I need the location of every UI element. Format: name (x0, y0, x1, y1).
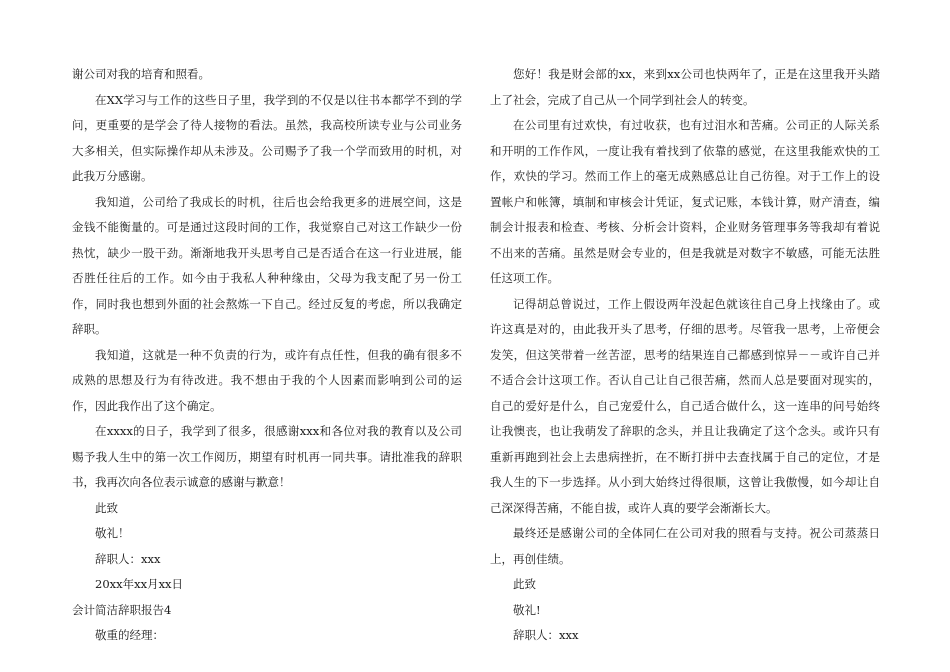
greeting: 敬重的经理： (95, 628, 164, 642)
closing-salutation: 此致 (513, 577, 536, 591)
signature-line: 辞职人：xxx (513, 628, 579, 642)
paragraph: 记得胡总曾说过，工作上假设两年没起色就该往自己身上找缘由了。或许这真是对的，由此我开头了思考，仔细的思考。尽管我一思考，上帝便会发笑，但这笑带着一丝苦涩，思考的结果连自己都感到惊异－－或许自己并不适合会计这项工作。否认自己让自己很苦痛，然而人总是要面对现实的，自己的爱好是什么，自己宠爱什么，自己适合做什么，这一连串的问号始终让我懊丧，也让我萌发了辞职的念头，并且让我确定了这个念头。或许只有重新再跑到社会上去患病挫折，在不断打拼中去查找属于自己的定位，才是我人生的下一步选择。从小到大始终过得很顺，这曾让我傲慢，如今却让自己深深得苦痛，不能自拔，或许人真的要学会渐渐长大。 (490, 296, 880, 515)
left-column (72, 62, 462, 649)
closing-salutation: 此致 (95, 500, 118, 515)
paragraph: 在XX学习与工作的这些日子里，我学到的不仅是以往书本都学不到的学问，更重要的是学会了待人接物的看法。虽然，我高校所读专业与公司业务大多相关，但实际操作却从未涉及。公司赐予了我一个学而致用的时机，对此我万分感谢。 (72, 92, 462, 183)
paragraph-continuation: 谢公司对我的培育和照看。 (72, 67, 210, 81)
paragraph: 在公司里有过欢快，有过收获，也有过泪水和苦痛。公司正的人际关系和开明的工作作风，一度让我有着找到了依靠的感觉，在这里我能欢快的工作，欢快的学习。然而工作上的毫无成熟感总让自己彷徨。对于工作上的设置帐户和帐簿，填制和审核会计凭证，复式记账，本钱计算，财产清查，编制会计报表和检查、考核、分析会计资料，企业财务管理事务等我却有着说不出来的苦痛。虽然是财会专业的，但是我就是对数字不敏感，可能无法胜任这项工作。 (490, 118, 880, 285)
closing-regards: 敬礼！ (95, 526, 130, 540)
paragraph: 您好！我是财会部的xx，来到xx公司也快两年了，正是在这里我开头踏上了社会，完成了自己从一个同学到社会人的转变。 (490, 67, 880, 107)
paragraph: 我知道，这就是一种不负责的行为，或许有点任性，但我的确有很多不成熟的思想及行为有待改进。我不想由于我的个人因素而影响到公司的运作，因此我作出了这个确定。 (72, 347, 462, 413)
signature-line: 辞职人：xxx (95, 551, 161, 566)
section-heading: 会计简洁辞职报告4 (72, 602, 172, 617)
date-line: 20xx年xx月xx日 (95, 577, 184, 591)
closing-regards: 敬礼! (513, 602, 541, 617)
right-column (490, 62, 880, 649)
paragraph: 我知道，公司给了我成长的时机，往后也会给我更多的进展空间，这是金钱不能衡量的。可是通过这段时间的工作，我觉察自己对这工作缺少一份热忱，缺少一股干劲。渐渐地我开头思考自己是否适合在这一行业进展，能否胜任往后的工作。如今由于我私人种种缘由，父母为我支配了另一份工作，同时我也想到外面的社会熬炼一下自己。经过反复的考虑，所以我确定辞职。 (72, 194, 462, 336)
paragraph: 在xxxx的日子，我学到了很多，很感谢xxx和各位对我的教育以及公司赐予我人生中的第一次工作阅历，期望有时机再一同共事。请批准我的辞职书，我再次向各位表示诚意的感谢与歉意！ (72, 424, 462, 489)
paragraph: 最终还是感谢公司的全体同仁在公司对我的照看与支持。祝公司蒸蒸日上，再创佳绩。 (490, 526, 880, 566)
